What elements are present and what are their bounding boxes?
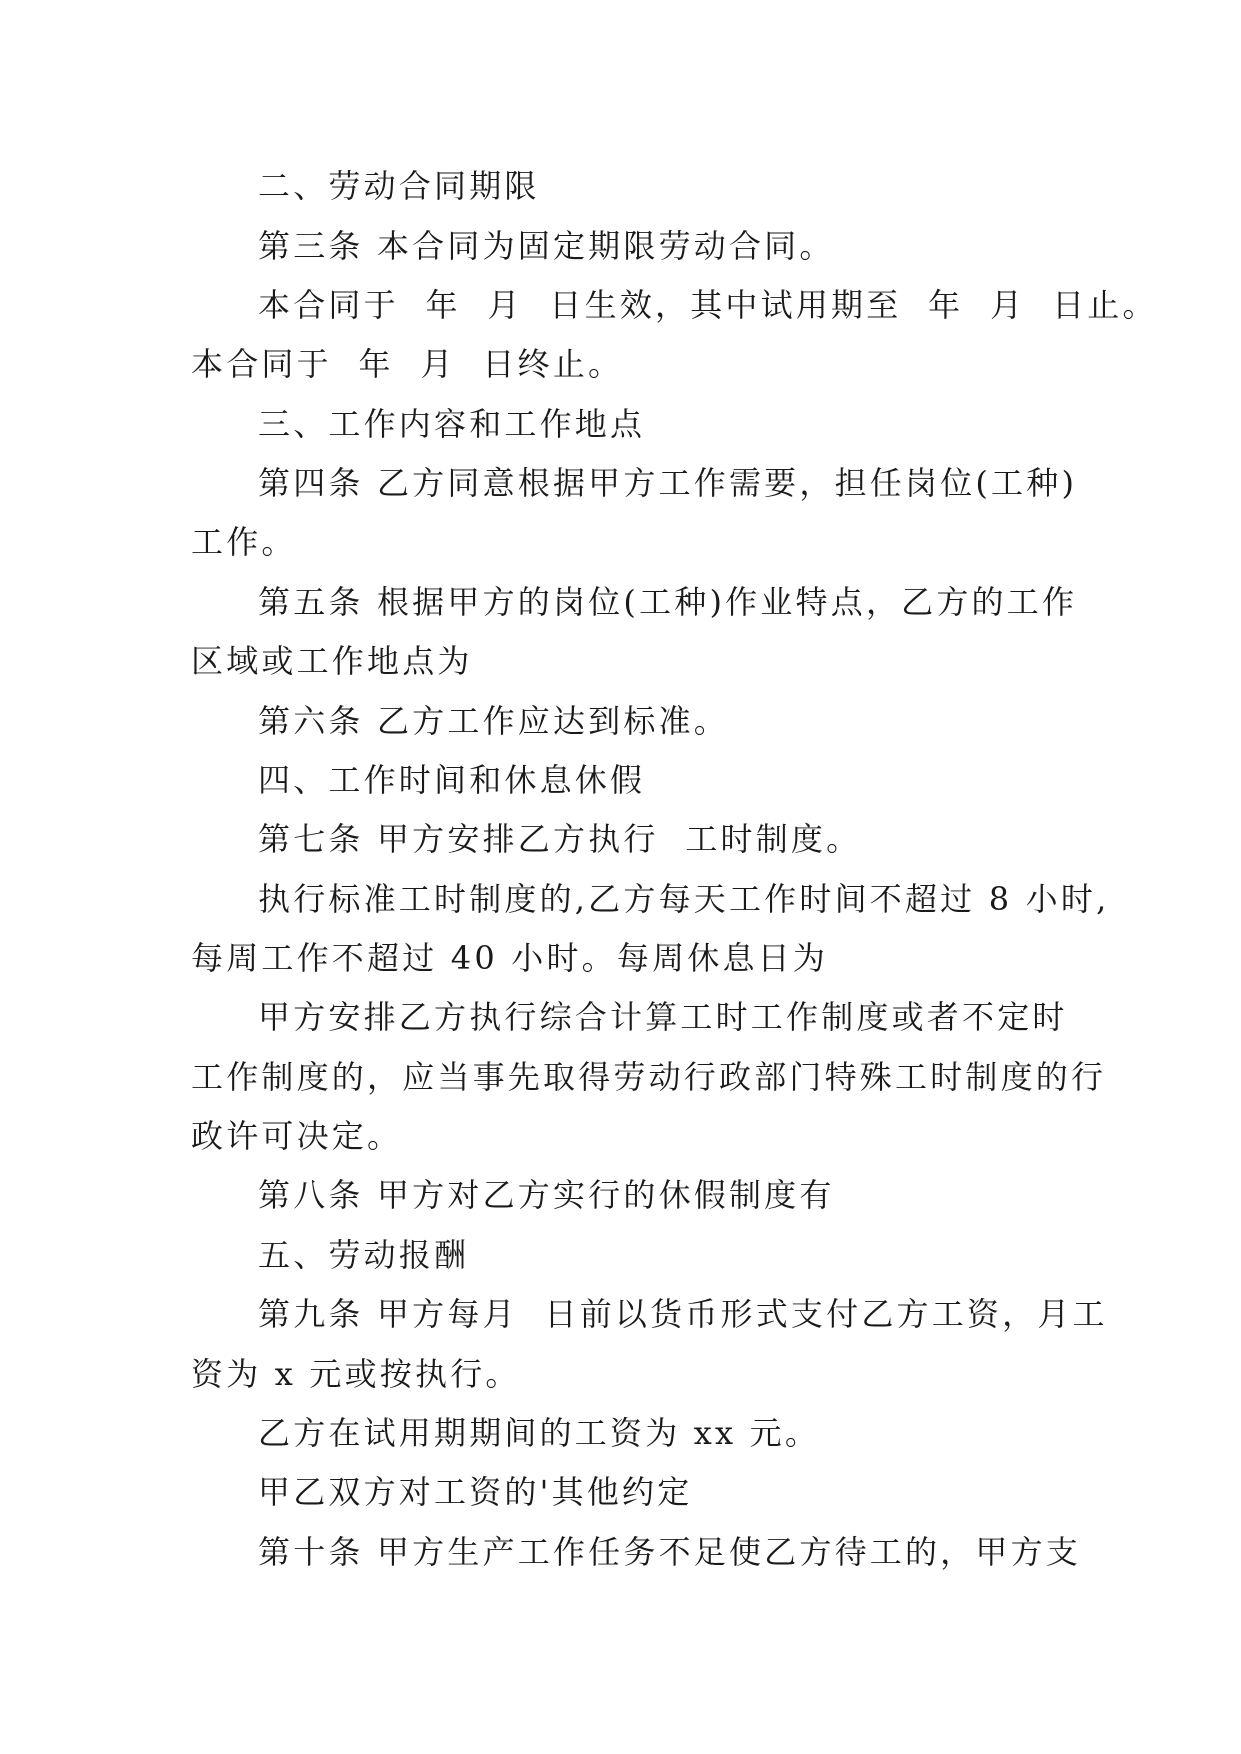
article-5-line: 第五条 根据甲方的岗位(工种)作业特点，乙方的工作 [258,583,1078,621]
paragraph-line: 甲乙双方对工资的'其他约定 [258,1473,693,1511]
paragraph-line: 执行标准工时制度的,乙方每天工作时间不超过 8 小时, [258,880,1110,918]
paragraph-line: 政许可决定。 [191,1117,403,1155]
paragraph-line: 甲方安排乙方执行综合计算工时工作制度或者不定时 [258,998,1068,1036]
section-heading-work-content: 三、工作内容和工作地点 [258,405,646,443]
paragraph-line: 区域或工作地点为 [191,642,473,680]
paragraph-line: 每周工作不超过 40 小时。每周休息日为 [191,939,829,977]
article-6-line: 第六条 乙方工作应达到标准。 [258,702,729,740]
paragraph-line: 工作制度的，应当事先取得劳动行政部门特殊工时制度的行 [191,1058,1107,1096]
paragraph-line: 乙方在试用期期间的工资为 xx 元。 [258,1414,821,1452]
article-7-line: 第七条 甲方安排乙方执行 工时制度。 [258,820,862,858]
article-3-line: 第三条 本合同为固定期限劳动合同。 [258,227,835,265]
section-heading-remuneration: 五、劳动报酬 [258,1236,470,1274]
paragraph-line: 本合同于 年 月 日生效，其中试用期至 年 月 日止。 [258,286,1158,324]
paragraph-line: 工作。 [191,523,297,561]
article-4-line: 第四条 乙方同意根据甲方工作需要，担任岗位(工种) [258,464,1078,502]
paragraph-line: 资为 x 元或按执行。 [191,1355,521,1393]
article-8-line: 第八条 甲方对乙方实行的休假制度有 [258,1176,835,1214]
article-9-line: 第九条 甲方每月 日前以货币形式支付乙方工资，月工 [258,1295,1108,1333]
section-heading-contract-term: 二、劳动合同期限 [258,167,540,205]
paragraph-line: 本合同于 年 月 日终止。 [191,345,624,383]
article-10-line: 第十条 甲方生产工作任务不足使乙方待工的，甲方支 [258,1533,1081,1571]
section-heading-working-hours: 四、工作时间和休息休假 [258,761,646,799]
